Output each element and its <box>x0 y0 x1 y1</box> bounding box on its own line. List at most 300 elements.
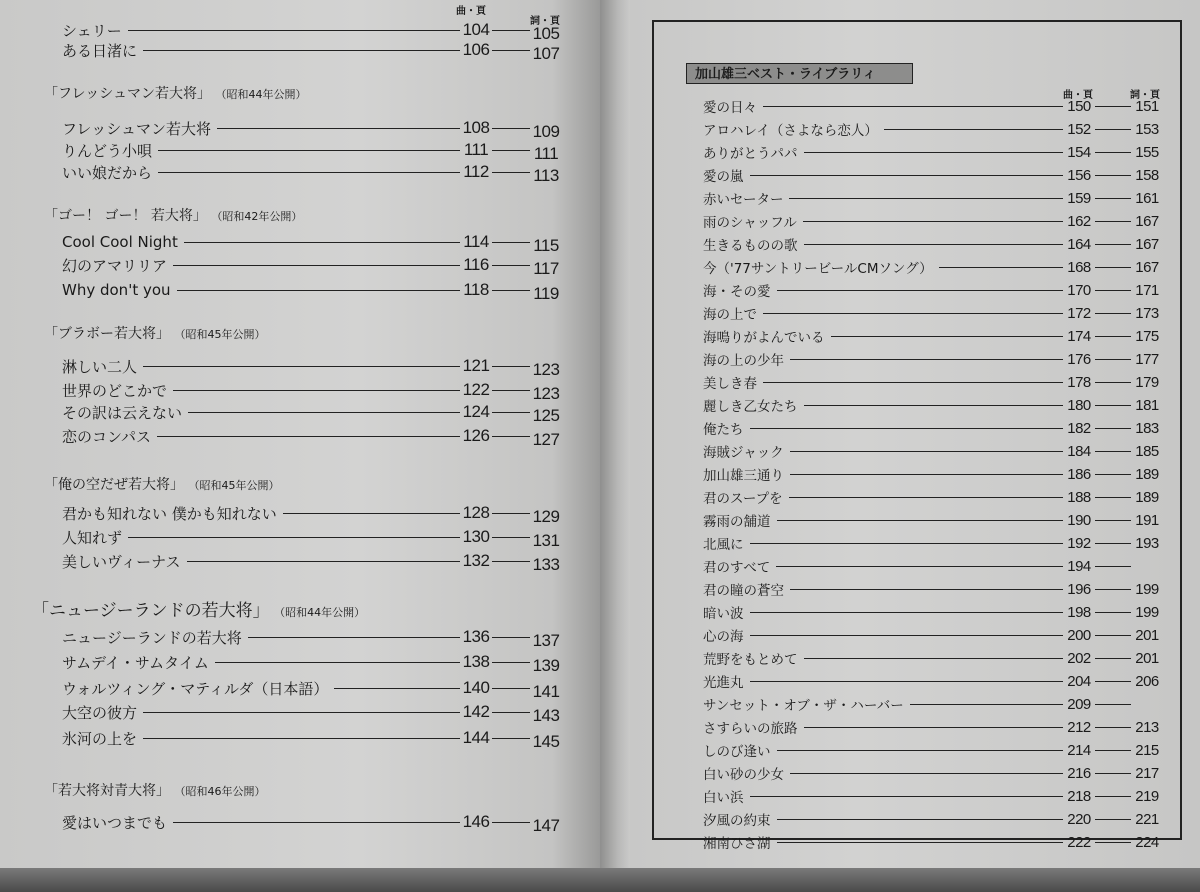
toc-entry <box>703 95 1163 117</box>
song-page-number: 174 <box>1067 327 1091 345</box>
song-page-number: 182 <box>1067 419 1091 437</box>
leader-line <box>143 712 460 713</box>
song-title: シェリー <box>62 21 122 40</box>
song-title: 大空の彼方 <box>62 703 138 722</box>
leader-line <box>128 537 460 538</box>
leader-line <box>143 366 460 367</box>
song-title: 今（'77サントリービールCMソング） <box>703 261 933 277</box>
lyric-page-number: 123 <box>532 360 560 379</box>
leader-line <box>492 366 530 367</box>
song-title: Why don't you <box>62 281 171 299</box>
leader-line <box>777 520 1064 521</box>
toc-entry <box>703 210 1163 232</box>
film-section-heading <box>44 205 302 225</box>
lyric-page-number: 215 <box>1135 741 1159 759</box>
song-page-number: 204 <box>1067 672 1091 690</box>
lyric-page-number: 199 <box>1135 580 1159 598</box>
song-title: フレッシュマン若大将 <box>62 119 211 138</box>
lyric-page-number: 217 <box>1135 764 1159 782</box>
leader-line <box>750 796 1064 797</box>
leader-line <box>157 436 460 437</box>
leader-line <box>1095 336 1131 337</box>
song-title: 光進丸 <box>703 675 744 691</box>
release-year: （昭和46年公開） <box>180 785 266 798</box>
toc-entry <box>62 161 562 183</box>
song-page-number: 216 <box>1067 764 1091 782</box>
leader-line <box>803 221 1063 222</box>
leader-line <box>173 390 460 391</box>
lyric-page-number: 145 <box>532 732 560 751</box>
right-song-page-header: 曲・頁 <box>1063 90 1093 101</box>
leader-line <box>750 635 1064 636</box>
film-title: 「若大将対青大将」 <box>44 783 170 799</box>
song-title: 愛はいつまでも <box>62 813 168 832</box>
song-page-number: 180 <box>1067 396 1091 414</box>
song-page-number: 194 <box>1067 557 1091 575</box>
lyric-page-number: 171 <box>1135 281 1159 299</box>
film-section-heading <box>32 596 365 621</box>
leader-line <box>1095 106 1131 107</box>
toc-entry <box>703 187 1163 209</box>
leader-line <box>1095 589 1131 590</box>
leader-line <box>1095 405 1131 406</box>
song-page-number: 186 <box>1067 465 1091 483</box>
leader-line <box>158 172 460 173</box>
leader-line <box>1095 543 1131 544</box>
leader-line <box>1095 267 1131 268</box>
song-page-number: 162 <box>1067 212 1091 230</box>
leader-line <box>1095 520 1131 521</box>
leader-line <box>492 738 530 739</box>
leader-line <box>804 244 1064 245</box>
song-title: ウォルツィング・マティルダ（日本語） <box>62 679 329 698</box>
lyric-page-number: 185 <box>1135 442 1159 460</box>
leader-line <box>492 30 530 31</box>
release-year: （昭和45年公開） <box>194 479 280 492</box>
song-title: ニュージーランドの若大将 <box>62 628 242 647</box>
toc-entry <box>703 233 1163 255</box>
song-title: 海賊ジャック <box>703 445 784 461</box>
leader-line <box>789 198 1063 199</box>
song-title: 君のすべて <box>703 560 771 576</box>
song-title: 人知れず <box>62 528 123 547</box>
leader-line <box>217 128 460 129</box>
song-title: 麗しき乙女たち <box>703 399 798 415</box>
toc-entry <box>62 701 562 723</box>
song-title: 汐風の約束 <box>703 813 771 829</box>
song-page-number: 220 <box>1067 810 1091 828</box>
leader-line <box>492 290 530 291</box>
toc-entry <box>703 601 1163 623</box>
song-page-number: 168 <box>1067 258 1091 276</box>
leader-line <box>1095 819 1131 820</box>
toc-entry <box>62 550 562 572</box>
leader-line <box>492 561 530 562</box>
leader-line <box>492 172 530 173</box>
song-page-number: 111 <box>463 140 489 159</box>
song-page-number: 118 <box>463 280 489 299</box>
song-title: 白い砂の少女 <box>703 767 784 783</box>
leader-line <box>1095 428 1131 429</box>
lyric-page-number: 139 <box>532 656 560 675</box>
song-page-number: 198 <box>1067 603 1091 621</box>
song-page-number: 154 <box>1067 143 1091 161</box>
song-title: 世界のどこかで <box>62 381 168 400</box>
leader-line <box>1095 727 1131 728</box>
lyric-page-number: 158 <box>1135 166 1159 184</box>
toc-entry <box>703 325 1163 347</box>
toc-entry <box>62 626 562 648</box>
lyric-page-number: 129 <box>532 507 560 526</box>
leader-line <box>1095 497 1131 498</box>
song-page-number: 164 <box>1067 235 1091 253</box>
leader-line <box>177 290 460 291</box>
leader-line <box>1095 704 1131 705</box>
song-page-number: 144 <box>462 728 490 747</box>
toc-entry <box>62 651 562 673</box>
leader-line <box>1095 750 1131 751</box>
lyric-page-number: 177 <box>1135 350 1159 368</box>
leader-line <box>763 382 1063 383</box>
song-page-number: 150 <box>1067 97 1091 115</box>
leader-line <box>750 175 1064 176</box>
toc-entry <box>62 254 562 276</box>
release-year: （昭和42年公開） <box>216 210 303 223</box>
lyric-page-number: 167 <box>1135 258 1159 276</box>
toc-entry <box>703 417 1163 439</box>
release-year: （昭和44年公開） <box>221 88 307 101</box>
lyric-page-number: 173 <box>1135 304 1159 322</box>
toc-entry <box>62 727 562 749</box>
song-title: 霧雨の舗道 <box>703 514 771 530</box>
song-page-number: 218 <box>1067 787 1091 805</box>
lyric-page-number: 175 <box>1135 327 1159 345</box>
song-title: 海・その愛 <box>703 284 771 300</box>
song-title: 白い浜 <box>703 790 744 806</box>
leader-line <box>777 819 1064 820</box>
song-title: その訳は云えない <box>62 403 183 422</box>
leader-line <box>1095 359 1131 360</box>
lyric-page-number: 117 <box>533 259 559 278</box>
song-page-number: 184 <box>1067 442 1091 460</box>
toc-entry <box>703 348 1163 370</box>
song-title: サムデイ・サムタイム <box>62 653 209 672</box>
song-page-number: 126 <box>462 426 490 445</box>
leader-line <box>750 543 1064 544</box>
song-title: 赤いセーター <box>703 192 784 208</box>
leader-line <box>790 589 1063 590</box>
leader-line <box>804 727 1064 728</box>
table-surface <box>0 868 1200 892</box>
toc-entry <box>703 141 1163 163</box>
leader-line <box>790 474 1063 475</box>
toc-entry <box>62 379 562 401</box>
leader-line <box>283 513 460 514</box>
lyric-page-number: 189 <box>1135 488 1159 506</box>
best-library-title: 加山雄三ベスト・ライブラリィ <box>686 63 913 84</box>
lyric-page-number: 107 <box>532 44 560 63</box>
toc-entry <box>62 502 562 524</box>
song-page-number: 188 <box>1067 488 1091 506</box>
song-page-number: 146 <box>462 812 490 831</box>
song-page-number: 130 <box>462 527 490 546</box>
leader-line <box>1095 635 1131 636</box>
toc-entry <box>703 716 1163 738</box>
leader-line <box>1095 198 1131 199</box>
song-page-number: 159 <box>1067 189 1091 207</box>
leader-line <box>1095 451 1131 452</box>
lyric-page-number: 131 <box>532 531 560 550</box>
song-title: さすらいの旅路 <box>703 721 798 737</box>
leader-line <box>777 290 1064 291</box>
right-lyric-page-header: 詞・頁 <box>1130 90 1160 101</box>
song-page-number: 172 <box>1067 304 1091 322</box>
left-lyric-page-header: 詞・頁 <box>530 16 560 27</box>
toc-entry <box>62 401 562 423</box>
song-title: サンセット・オブ・ザ・ハーバー <box>703 698 904 714</box>
leader-line <box>492 513 530 514</box>
leader-line <box>763 313 1063 314</box>
toc-entry <box>703 394 1163 416</box>
song-page-number: 152 <box>1067 120 1091 138</box>
song-page-number: 136 <box>462 627 490 646</box>
leader-line <box>492 436 530 437</box>
song-page-number: 116 <box>463 255 489 274</box>
song-title: 心の海 <box>703 629 744 645</box>
film-section-heading <box>44 474 280 494</box>
lyric-page-number: 181 <box>1135 396 1159 414</box>
song-page-number: 106 <box>462 40 490 59</box>
leader-line <box>492 822 530 823</box>
lyric-page-number: 147 <box>532 816 560 835</box>
leader-line <box>1095 566 1131 567</box>
song-title: 生きるものの歌 <box>703 238 798 254</box>
song-title: 美しき春 <box>703 376 757 392</box>
leader-line <box>143 50 460 51</box>
song-title: ありがとうパパ <box>703 146 798 162</box>
film-title: 「フレッシュマン若大将」 <box>44 86 212 102</box>
song-title: 海鳴りがよんでいる <box>703 330 825 346</box>
film-title: 「ニュージーランドの若大将」 <box>32 601 270 621</box>
toc-entry <box>703 785 1163 807</box>
leader-line <box>750 612 1064 613</box>
song-title: 幻のアマリリア <box>62 256 168 275</box>
toc-entry <box>703 739 1163 761</box>
leader-line <box>910 704 1063 705</box>
song-page-number: 108 <box>462 118 490 137</box>
toc-entry <box>62 117 562 139</box>
lyric-page-number: 119 <box>533 284 559 303</box>
song-page-number: 196 <box>1067 580 1091 598</box>
leader-line <box>777 750 1064 751</box>
toc-entry <box>703 555 1163 577</box>
toc-entry <box>62 526 562 548</box>
song-title: 恋のコンパス <box>62 427 151 446</box>
leader-line <box>492 390 530 391</box>
leader-line <box>1095 152 1131 153</box>
lyric-page-number: 189 <box>1135 465 1159 483</box>
song-page-number: 124 <box>462 402 490 421</box>
release-year: （昭和44年公開） <box>279 606 366 619</box>
song-title: 荒野をもとめて <box>703 652 798 668</box>
song-page-number: 114 <box>463 232 489 251</box>
lyric-page-number: 213 <box>1135 718 1159 736</box>
toc-entry <box>703 762 1163 784</box>
song-page-number: 202 <box>1067 649 1091 667</box>
song-title: 愛の嵐 <box>703 169 744 185</box>
leader-line <box>143 738 460 739</box>
toc-entry <box>62 279 562 301</box>
toc-entry <box>703 693 1163 715</box>
leader-line <box>492 637 530 638</box>
toc-entry <box>703 624 1163 646</box>
leader-line <box>492 712 530 713</box>
toc-entry <box>703 371 1163 393</box>
song-title: 君の瞳の蒼空 <box>703 583 784 599</box>
lyric-page-number: 179 <box>1135 373 1159 391</box>
leader-line <box>492 662 530 663</box>
toc-entry <box>703 831 1163 853</box>
toc-entry <box>703 440 1163 462</box>
song-page-number: 122 <box>462 380 490 399</box>
song-page-number: 112 <box>463 162 489 181</box>
leader-line <box>831 336 1064 337</box>
film-section-heading <box>44 83 307 103</box>
lyric-page-number: 143 <box>532 706 560 725</box>
song-page-number: 156 <box>1067 166 1091 184</box>
toc-entry <box>62 139 562 161</box>
toc-entry <box>62 677 562 699</box>
song-title: ある日渚に <box>62 41 138 60</box>
song-page-number: 128 <box>462 503 490 522</box>
song-page-number: 192 <box>1067 534 1091 552</box>
leader-line <box>492 242 530 243</box>
lyric-page-number: 201 <box>1135 649 1159 667</box>
leader-line <box>790 773 1063 774</box>
toc-entry <box>703 532 1163 554</box>
song-title: 美しいヴィーナス <box>62 552 181 571</box>
toc-entry <box>62 231 562 253</box>
song-title: 氷河の上を <box>62 729 138 748</box>
leader-line <box>804 405 1064 406</box>
lyric-page-number: 115 <box>533 236 559 255</box>
leader-line <box>184 242 460 243</box>
leader-line <box>492 128 530 129</box>
lyric-page-number: 105 <box>532 24 560 43</box>
toc-entry <box>62 355 562 377</box>
song-page-number: 138 <box>462 652 490 671</box>
leader-line <box>777 842 1064 843</box>
song-page-number: 121 <box>462 356 490 375</box>
toc-entry <box>703 302 1163 324</box>
toc-entry <box>703 486 1163 508</box>
left-song-page-header: 曲・頁 <box>456 6 486 17</box>
leader-line <box>1095 221 1131 222</box>
leader-line <box>173 822 460 823</box>
book-gutter <box>600 0 630 870</box>
leader-line <box>1095 382 1131 383</box>
lyric-page-number: 111 <box>533 144 559 163</box>
song-title: 暗い波 <box>703 606 744 622</box>
leader-line <box>1095 290 1131 291</box>
song-page-number: 209 <box>1067 695 1091 713</box>
leader-line <box>173 265 460 266</box>
song-title: Cool Cool Night <box>62 233 178 251</box>
film-section-heading <box>44 323 266 343</box>
song-page-number: 142 <box>462 702 490 721</box>
lyric-page-number: 141 <box>532 682 560 701</box>
song-title: アロハレイ（さよなら恋人） <box>703 123 878 139</box>
lyric-page-number: 133 <box>532 555 560 574</box>
leader-line <box>1095 773 1131 774</box>
leader-line <box>776 566 1063 567</box>
lyric-page-number: 191 <box>1135 511 1159 529</box>
song-page-number: 170 <box>1067 281 1091 299</box>
leader-line <box>492 412 530 413</box>
lyric-page-number: 167 <box>1135 235 1159 253</box>
lyric-page-number: 199 <box>1135 603 1159 621</box>
leader-line <box>750 428 1064 429</box>
lyric-page-number: 219 <box>1135 787 1159 805</box>
toc-entry <box>703 256 1163 278</box>
song-page-number: 132 <box>462 551 490 570</box>
leader-line <box>1095 129 1131 130</box>
leader-line <box>1095 612 1131 613</box>
leader-line <box>128 30 460 31</box>
lyric-page-number: 113 <box>533 166 559 185</box>
leader-line <box>804 658 1064 659</box>
lyric-page-number: 221 <box>1135 810 1159 828</box>
film-section-heading <box>44 780 266 800</box>
song-title: 雨のシャッフル <box>703 215 797 231</box>
toc-entry <box>703 647 1163 669</box>
lyric-page-number: 155 <box>1135 143 1159 161</box>
toc-entry <box>703 279 1163 301</box>
song-title: 俺たち <box>703 422 744 438</box>
lyric-page-number: 201 <box>1135 626 1159 644</box>
toc-entry <box>703 118 1163 140</box>
song-page-number: 212 <box>1067 718 1091 736</box>
song-page-number: 222 <box>1067 833 1091 851</box>
lyric-page-number: 125 <box>532 406 560 425</box>
song-title: 湘南ひさ湖 <box>703 836 771 852</box>
leader-line <box>248 637 460 638</box>
leader-line <box>215 662 460 663</box>
toc-entry <box>703 463 1163 485</box>
leader-line <box>492 150 530 151</box>
song-page-number: 190 <box>1067 511 1091 529</box>
lyric-page-number: 193 <box>1135 534 1159 552</box>
song-page-number: 104 <box>462 20 490 39</box>
leader-line <box>790 451 1063 452</box>
song-title: 加山雄三通り <box>703 468 784 484</box>
toc-entry <box>703 578 1163 600</box>
lyric-page-number: 153 <box>1135 120 1159 138</box>
lyric-page-number: 123 <box>532 384 560 403</box>
lyric-page-number: 161 <box>1135 189 1159 207</box>
lyric-page-number: 137 <box>532 631 560 650</box>
leader-line <box>158 150 460 151</box>
leader-line <box>492 537 530 538</box>
leader-line <box>492 688 530 689</box>
lyric-page-number: 151 <box>1135 97 1159 115</box>
song-title: いい娘だから <box>62 163 153 182</box>
song-title: 淋しい二人 <box>62 357 138 376</box>
leader-line <box>492 265 530 266</box>
leader-line <box>1095 474 1131 475</box>
leader-line <box>334 688 460 689</box>
song-title: 海の上で <box>703 307 757 323</box>
